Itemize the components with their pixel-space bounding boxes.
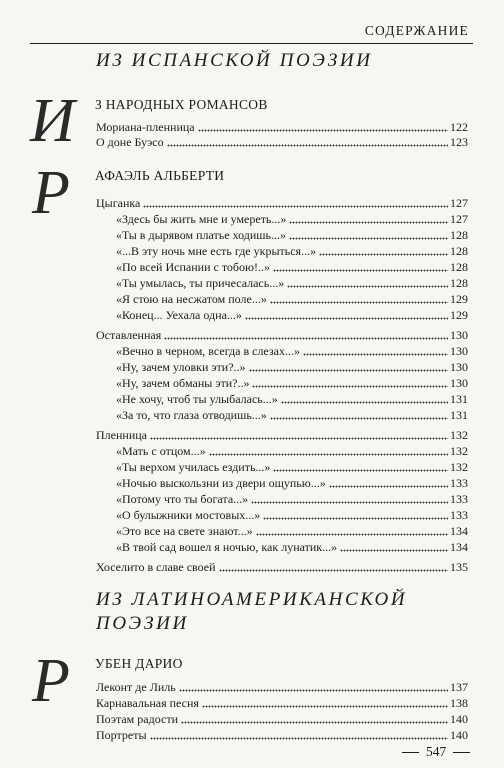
toc-entry[interactable]: «О булыжники мостовых...» 133	[116, 508, 468, 522]
toc-entry[interactable]: О доне Буэсо 123	[96, 135, 468, 149]
section-title: ИЗ ИСПАНСКОЙ ПОЭЗИИ	[96, 50, 373, 71]
toc-entry[interactable]: «Не хочу, чтоб ты улыбалась...» 131	[116, 392, 468, 406]
toc-entry[interactable]: «Конец... Уехала одна...» 129	[116, 308, 468, 322]
folio	[402, 744, 470, 760]
toc-entry[interactable]: «Вечно в черном, всегда в слезах...» 130	[116, 344, 468, 358]
folio-dash-right	[453, 752, 470, 753]
toc-entry[interactable]: «Ты умылась, ты причесалась...» 128	[116, 276, 468, 290]
drop-cap: Р	[32, 647, 70, 715]
author-heading: УБЕН ДАРИО	[95, 656, 183, 671]
toc-entry[interactable]: «Потому что ты богата...» 133	[116, 492, 468, 506]
toc-entry[interactable]: Цыганка 127	[96, 196, 468, 210]
toc-entry[interactable]: Хоселито в славе своей 135	[96, 560, 468, 574]
toc-entry[interactable]: Мориана-пленница 122	[96, 120, 468, 134]
toc-entry[interactable]: «За то, что глаза отводишь...» 131	[116, 408, 468, 422]
toc-entry[interactable]: «Ты в дырявом платье ходишь...» 128	[116, 228, 468, 242]
author-heading: АФАЭЛЬ АЛЬБЕРТИ	[95, 168, 225, 183]
folio-dash-left	[402, 752, 419, 753]
toc-entry[interactable]: Леконт де Лиль 137	[96, 680, 468, 694]
toc-entry[interactable]: «Ты верхом училась ездить...» 132	[116, 460, 468, 474]
header-rule	[30, 43, 473, 44]
toc-entry[interactable]: «Я стою на несжатом поле...» 129	[116, 292, 468, 306]
toc-entry[interactable]: Пленница 132	[96, 428, 468, 442]
toc-entry[interactable]: «Мать с отцом...» 132	[116, 444, 468, 458]
toc-entry[interactable]: «По всей Испании с тобою!..» 128	[116, 260, 468, 274]
toc-entry[interactable]: Портреты 140	[96, 728, 468, 742]
toc-entry[interactable]: «...В эту ночь мне есть где укрыться...» 128	[116, 244, 468, 258]
toc-entry[interactable]: Поэтам радости 140	[96, 712, 468, 726]
toc-entry[interactable]: Карнавальная песня 138	[96, 696, 468, 710]
running-head: СОДЕРЖАНИЕ	[364, 23, 469, 38]
section-title: ИЗ ЛАТИНОАМЕРИКАНСКОЙ	[96, 589, 408, 610]
toc-entry[interactable]: «Ночью выскользни из двери ощупью...» 133	[116, 476, 468, 490]
toc-entry[interactable]: «В твой сад вошел я ночью, как лунатик...» 134	[116, 540, 468, 554]
toc-entry[interactable]: Оставленная 130	[96, 328, 468, 342]
toc-entry[interactable]: «Ну, зачем уловки эти?..» 130	[116, 360, 468, 374]
drop-cap: И	[30, 87, 75, 155]
section-title: ПОЭЗИИ	[96, 613, 189, 634]
toc-entry[interactable]: «Здесь бы жить мне и умереть...» 127	[116, 212, 468, 226]
author-heading: З НАРОДНЫХ РОМАНСОВ	[95, 97, 268, 112]
drop-cap: Р	[32, 159, 70, 227]
page-number: 547	[426, 744, 447, 759]
toc-entry[interactable]: «Это все на свете знают...» 134	[116, 524, 468, 538]
toc-entry[interactable]: «Ну, зачем обманы эти?..» 130	[116, 376, 468, 390]
